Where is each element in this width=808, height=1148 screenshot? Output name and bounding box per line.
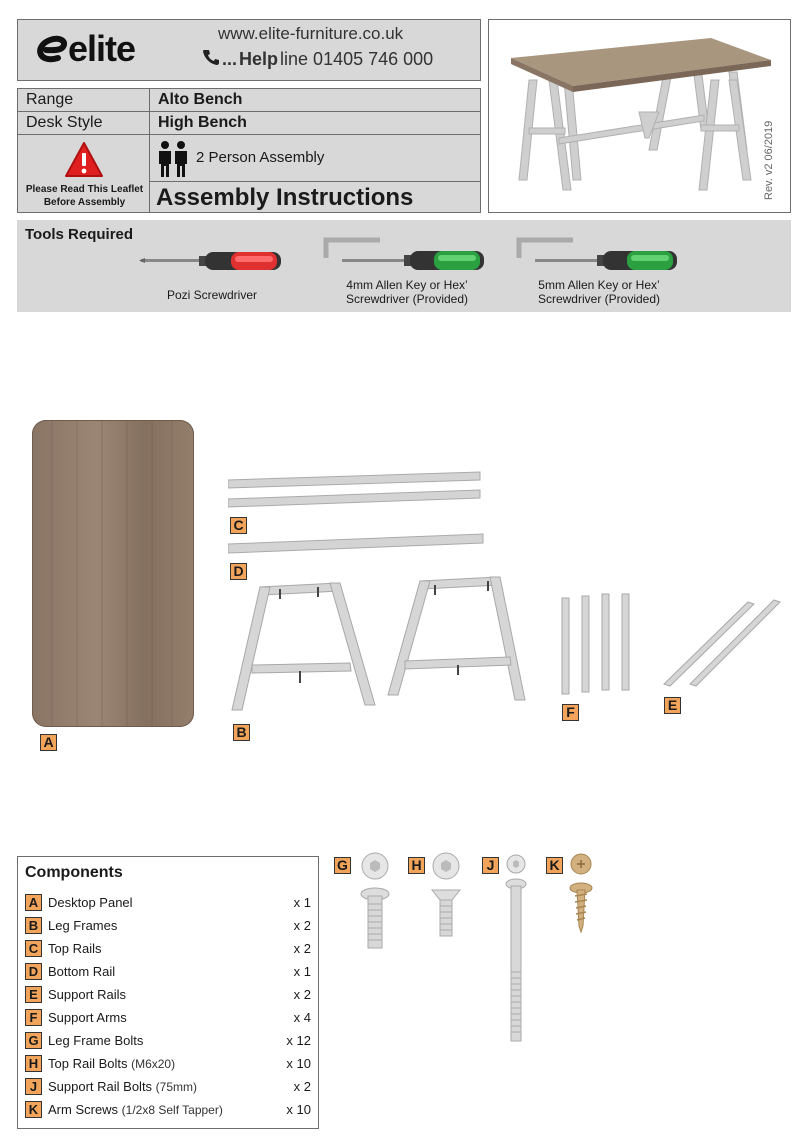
component-qty: x 10: [286, 1101, 311, 1117]
label-g: G: [334, 857, 351, 874]
label-b: B: [233, 724, 250, 741]
tool-label-pozi: Pozi Screwdriver: [166, 288, 258, 302]
bolt-j-icon: [502, 852, 530, 1049]
component-name: Desktop Panel: [48, 894, 133, 910]
component-letter: K: [25, 1101, 42, 1118]
warning-box: [17, 134, 150, 213]
label-j: J: [482, 857, 499, 874]
component-name: Support Rails: [48, 986, 127, 1002]
label-d: D: [230, 563, 247, 580]
component-row-j: [25, 1076, 311, 1096]
assembly-title-box: [149, 181, 481, 213]
revision-text: Rev. v2 06/2019: [763, 120, 775, 200]
component-qty: x 1: [293, 894, 311, 910]
component-qty: x 2: [293, 1078, 311, 1094]
component-letter: G: [25, 1032, 42, 1049]
helpline-number: line 01405 746 000: [280, 49, 434, 69]
component-letter: B: [25, 917, 42, 934]
component-row-g: [25, 1030, 311, 1050]
persons-box: [149, 134, 481, 182]
label-a: A: [40, 734, 57, 751]
component-name: Leg Frame Bolts: [48, 1032, 144, 1048]
component-qty: x 10: [286, 1055, 311, 1071]
part-leg-frames: [230, 575, 530, 720]
component-qty: x 2: [293, 986, 311, 1002]
range-label: Range: [18, 89, 150, 111]
range-value: Alto Bench: [150, 89, 480, 111]
style-row: [17, 111, 481, 135]
phone-icon: [202, 48, 220, 71]
component-letter: J: [25, 1078, 42, 1095]
components-list: [17, 856, 319, 1129]
brand-name: elite: [68, 28, 136, 69]
page-title: Assembly Instructions: [156, 184, 414, 211]
style-value: High Bench: [150, 112, 480, 134]
component-letter: E: [25, 986, 42, 1003]
label-e: E: [664, 697, 681, 714]
component-row-e: [25, 984, 311, 1004]
helpline-bold: Help: [239, 49, 279, 69]
component-letter: A: [25, 894, 42, 911]
component-qty: x 4: [293, 1009, 311, 1025]
tool-label-5mm: 5mm Allen Key or Hex’ Screwdriver (Provided): [537, 278, 661, 306]
component-qty: x 12: [286, 1032, 311, 1048]
components-title: Components: [25, 864, 123, 881]
component-name: Bottom Rail: [48, 963, 116, 979]
part-desktop-panel: [32, 420, 194, 727]
tools-section: [17, 220, 791, 312]
component-row-d: [25, 961, 311, 981]
website-link[interactable]: www.elite-furniture.co.uk: [218, 24, 404, 43]
pozi-screwdriver-icon: [139, 248, 284, 279]
persons-text: 2 Person Assembly: [196, 149, 325, 166]
component-note: (M6x20): [131, 1056, 176, 1071]
tools-title: Tools Required: [25, 226, 134, 243]
component-row-c: [25, 938, 311, 958]
part-top-rails: [228, 470, 488, 515]
component-letter: C: [25, 940, 42, 957]
label-k: K: [546, 857, 563, 874]
label-f: F: [562, 704, 579, 721]
label-c: C: [230, 517, 247, 534]
component-letter: H: [25, 1055, 42, 1072]
component-row-a: [25, 892, 311, 912]
bolt-h-icon: [428, 852, 464, 947]
component-row-k: [25, 1099, 311, 1119]
component-name: Top Rails: [48, 940, 102, 956]
component-row-h: [25, 1053, 311, 1073]
allen-key-5mm-icon: [515, 236, 680, 281]
product-photo: [488, 19, 791, 213]
bolt-g-icon: [355, 852, 395, 957]
component-qty: x 2: [293, 940, 311, 956]
component-note: (1/2x8 Self Tapper): [121, 1102, 223, 1117]
component-name: Top Rail Bolts: [48, 1055, 132, 1071]
range-row: [17, 88, 481, 112]
warning-icon: [64, 141, 104, 184]
tool-label-4mm: 4mm Allen Key or Hex’ Screwdriver (Provided): [345, 278, 469, 306]
part-bottom-rail: [228, 532, 488, 561]
component-qty: x 2: [293, 917, 311, 933]
two-person-icon: [156, 140, 190, 183]
allen-key-4mm-icon: [322, 236, 487, 281]
label-h: H: [408, 857, 425, 874]
component-qty: x 1: [293, 963, 311, 979]
component-row-b: [25, 915, 311, 935]
screw-k-icon: [566, 852, 596, 939]
component-name: Support Arms: [48, 1009, 127, 1025]
component-name: Support Rail Bolts: [48, 1078, 156, 1094]
helpline-dots: ...: [222, 49, 238, 69]
component-name: Leg Frames: [48, 917, 118, 933]
component-note: (75mm): [155, 1079, 198, 1094]
warning-text: Please Read This Leaflet Before Assembly: [25, 184, 144, 208]
helpline: [202, 48, 433, 71]
part-support-arms: [560, 592, 636, 702]
component-letter: D: [25, 963, 42, 980]
style-label: Desk Style: [18, 112, 150, 134]
component-name: Arm Screws: [48, 1101, 122, 1117]
part-support-rails: [662, 598, 787, 698]
component-row-f: [25, 1007, 311, 1027]
component-letter: F: [25, 1009, 42, 1026]
